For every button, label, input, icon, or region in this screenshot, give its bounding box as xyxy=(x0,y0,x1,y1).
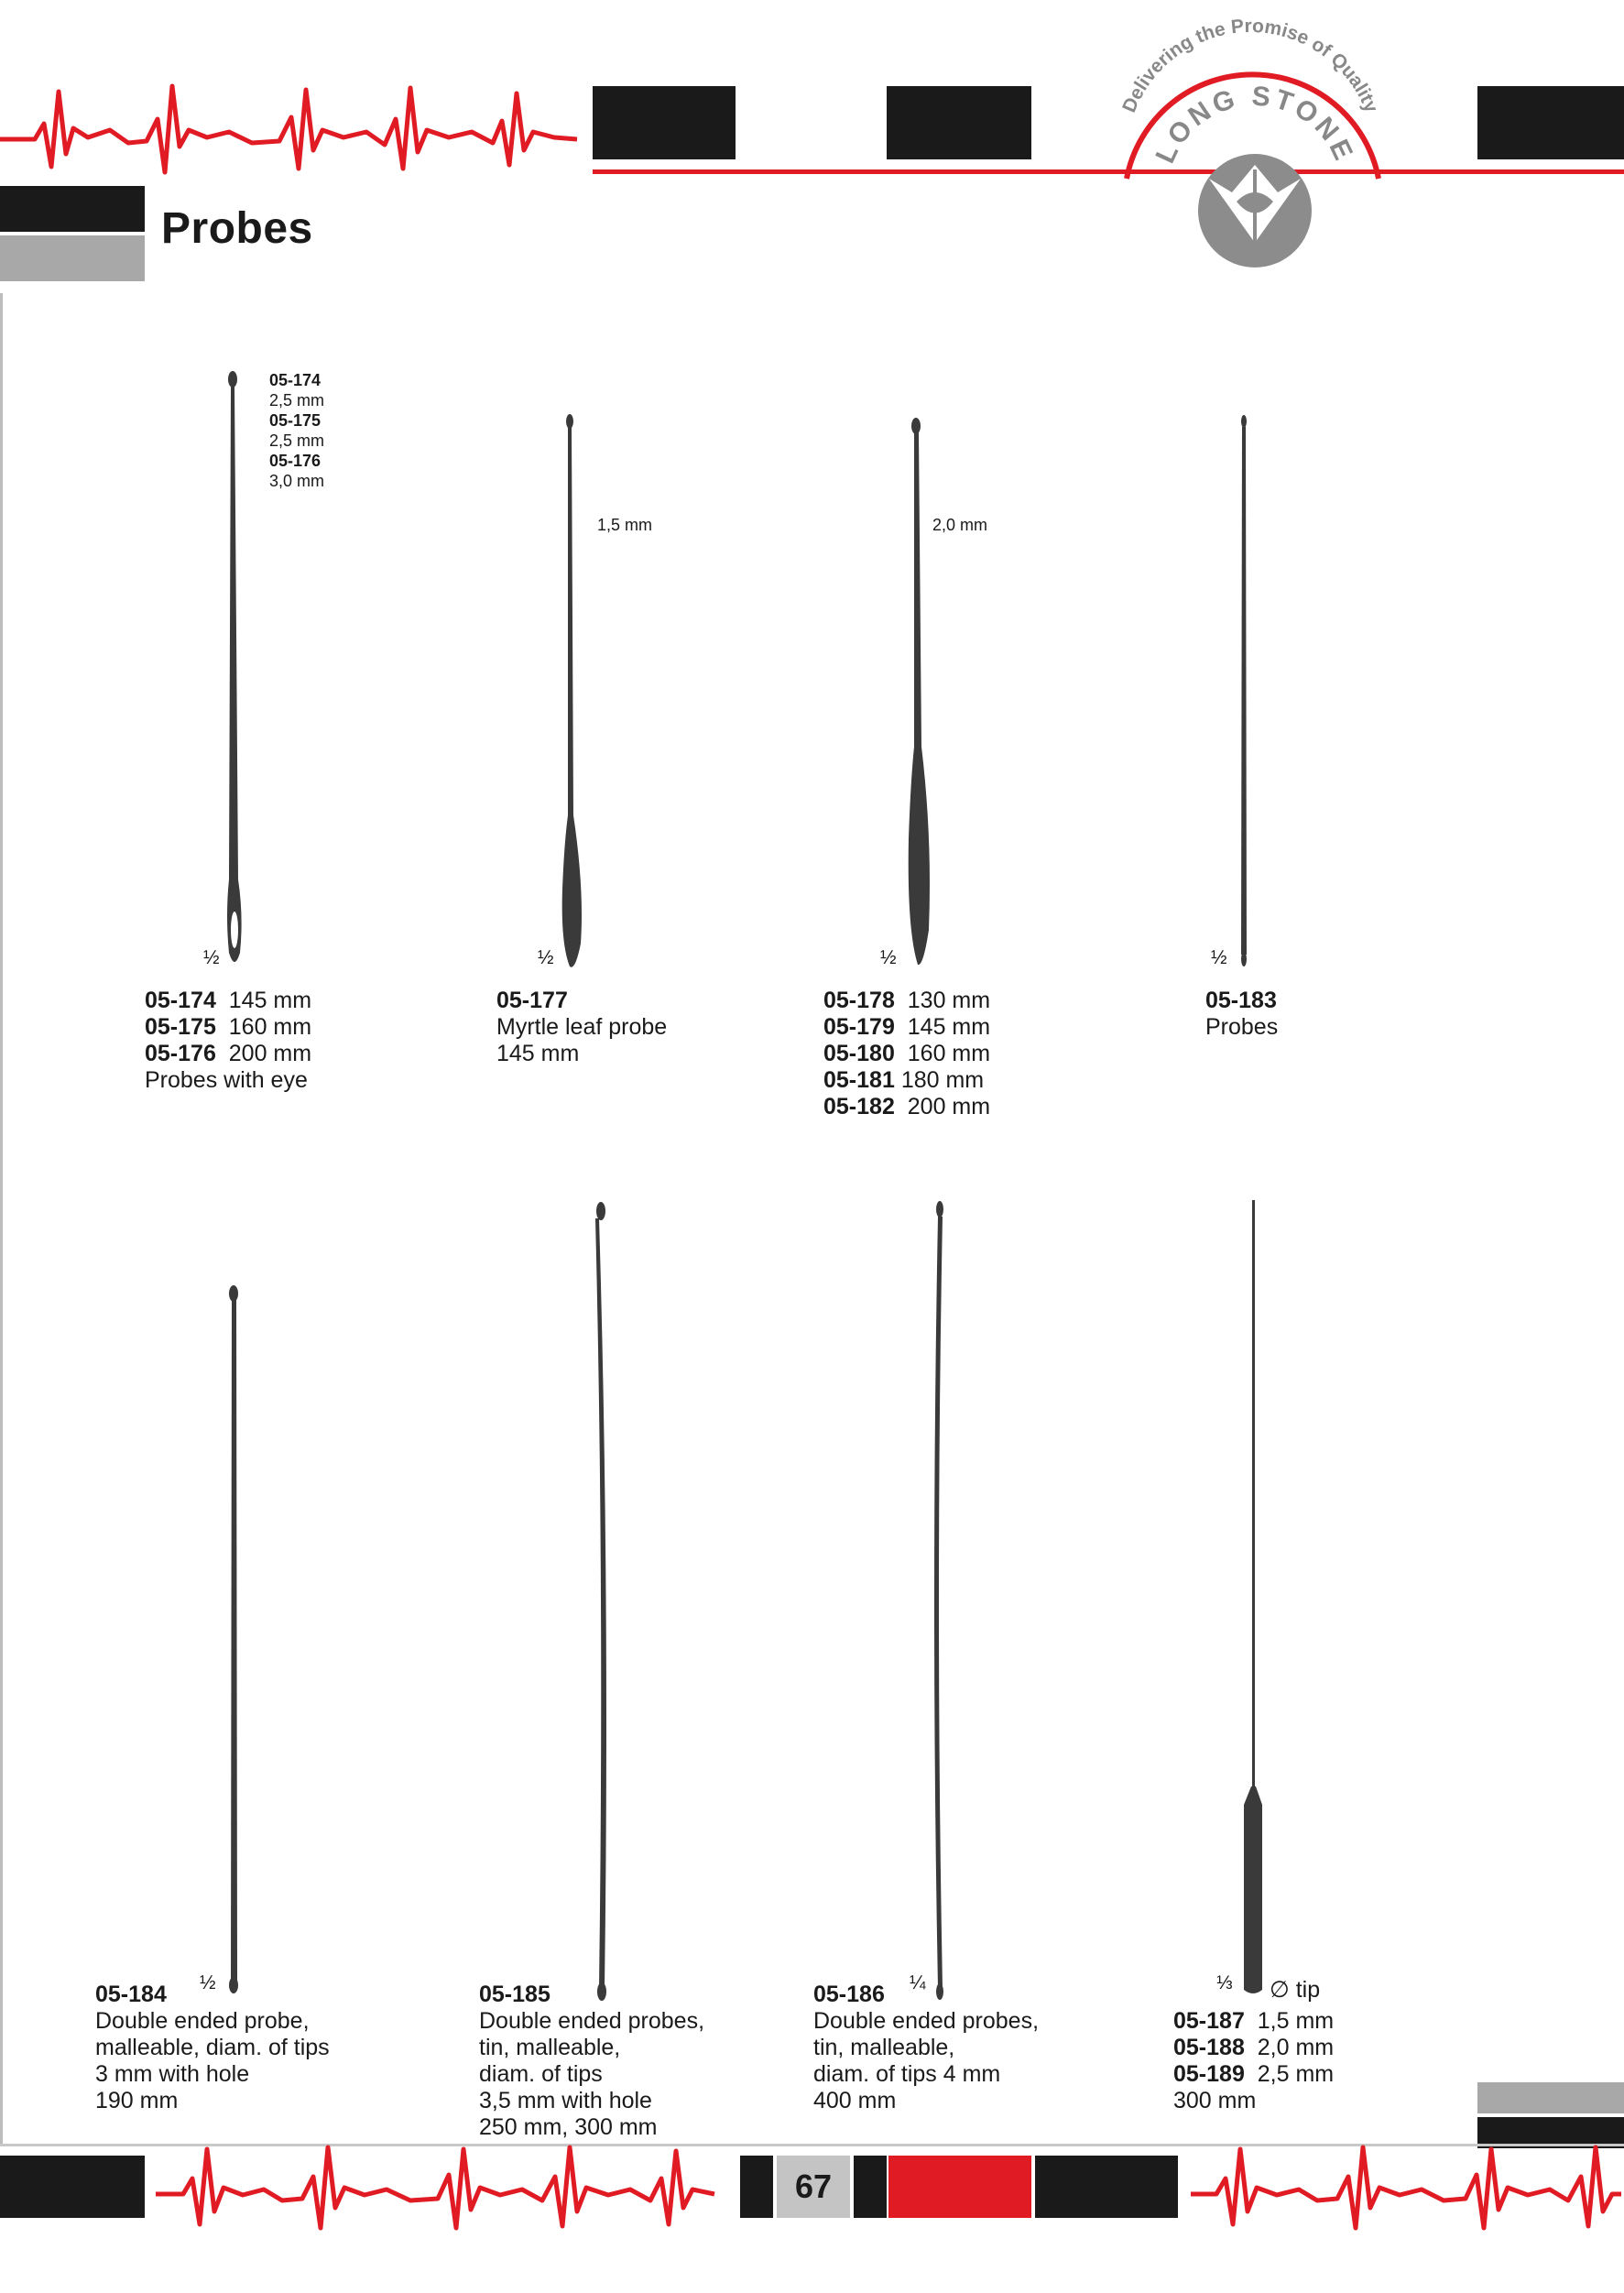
heartbeat-line-bottom-right xyxy=(1191,2144,1621,2235)
heartbeat-line-bottom-left xyxy=(156,2144,724,2235)
scale-label: ¼ xyxy=(910,1972,926,1993)
probe-05-184-image xyxy=(223,1284,250,1999)
probe-05-186-image xyxy=(923,1200,960,2006)
footer-gray-tab xyxy=(1477,2082,1624,2113)
scale-label: ⅓ xyxy=(1216,1972,1233,1993)
product-desc-05-185: 05-185 Double ended probes, tin, malleable, diam. of tips 3,5 mm with hole 250 mm, 300 mm xyxy=(479,1982,705,2140)
product-desc-05-183: 05-183 Probes xyxy=(1205,988,1279,1040)
tip-size-05-178: 2,0 mm xyxy=(932,516,988,534)
probe-05-185-image xyxy=(586,1200,623,2006)
long-stone-logo xyxy=(1099,15,1401,284)
product-desc-05-187: 05-187 1,5 mm 05-188 2,0 mm 05-189 2,5 mm 300 mm xyxy=(1173,2008,1335,2113)
myrtle-leaf-probe-image xyxy=(553,412,590,971)
footer-block-mid-left xyxy=(740,2156,773,2218)
tip-size-05-177: 1,5 mm xyxy=(597,516,653,534)
page-title: Probes xyxy=(161,204,313,253)
left-margin-line xyxy=(0,293,3,2144)
tip-labels-05-174: 05-174 2,5 mm 05-175 2,5 mm 05-176 3,0 mm xyxy=(269,371,325,490)
svg-text:LONG STONE: LONG STONE xyxy=(1150,81,1360,169)
footer-red-block xyxy=(888,2156,1031,2218)
footer-block-left xyxy=(0,2156,145,2218)
product-desc-05-186: 05-186 Double ended probes, tin, malleable, diam. of tips 4 mm 400 mm xyxy=(813,1982,1040,2113)
product-desc-05-177: 05-177 Myrtle leaf probe 145 mm xyxy=(496,988,668,1066)
scale-label: ½ xyxy=(1211,947,1227,968)
scale-label: ½ xyxy=(203,947,220,968)
page-number: 67 xyxy=(777,2156,850,2218)
title-bar-dark xyxy=(0,186,145,232)
heartbeat-line-top xyxy=(0,73,586,174)
footer-block-mid xyxy=(854,2156,887,2218)
probe-05-187-image xyxy=(1240,1200,1268,1997)
title-bar-gray xyxy=(0,235,145,281)
header-block-1 xyxy=(593,86,736,159)
footer-block-right xyxy=(1035,2156,1178,2218)
header-block-3 xyxy=(1477,86,1624,159)
probe-with-eye-image xyxy=(216,366,253,971)
product-desc-05-178: 05-178 130 mm 05-179 145 mm 05-180 160 mm 05-181 180 mm 05-182 200 mm xyxy=(823,988,991,1119)
scale-label: ½ xyxy=(538,947,554,968)
probe-05-178-image xyxy=(896,417,942,971)
tip-diameter-header: ∅ tip xyxy=(1270,1977,1321,2003)
probe-05-183-image xyxy=(1231,414,1259,968)
svg-text:Delivering the Promise of Qual: Delivering the Promise of Quality xyxy=(1118,15,1382,116)
product-desc-05-174: 05-174 145 mm 05-175 160 mm 05-176 200 mm Probes with eye xyxy=(145,988,312,1093)
header-block-2 xyxy=(887,86,1031,159)
scale-label: ½ xyxy=(880,947,897,968)
scale-label: ½ xyxy=(200,1972,216,1993)
product-desc-05-184: 05-184 Double ended probe, malleable, diam. of tips 3 mm with hole 190 mm xyxy=(95,1982,330,2113)
